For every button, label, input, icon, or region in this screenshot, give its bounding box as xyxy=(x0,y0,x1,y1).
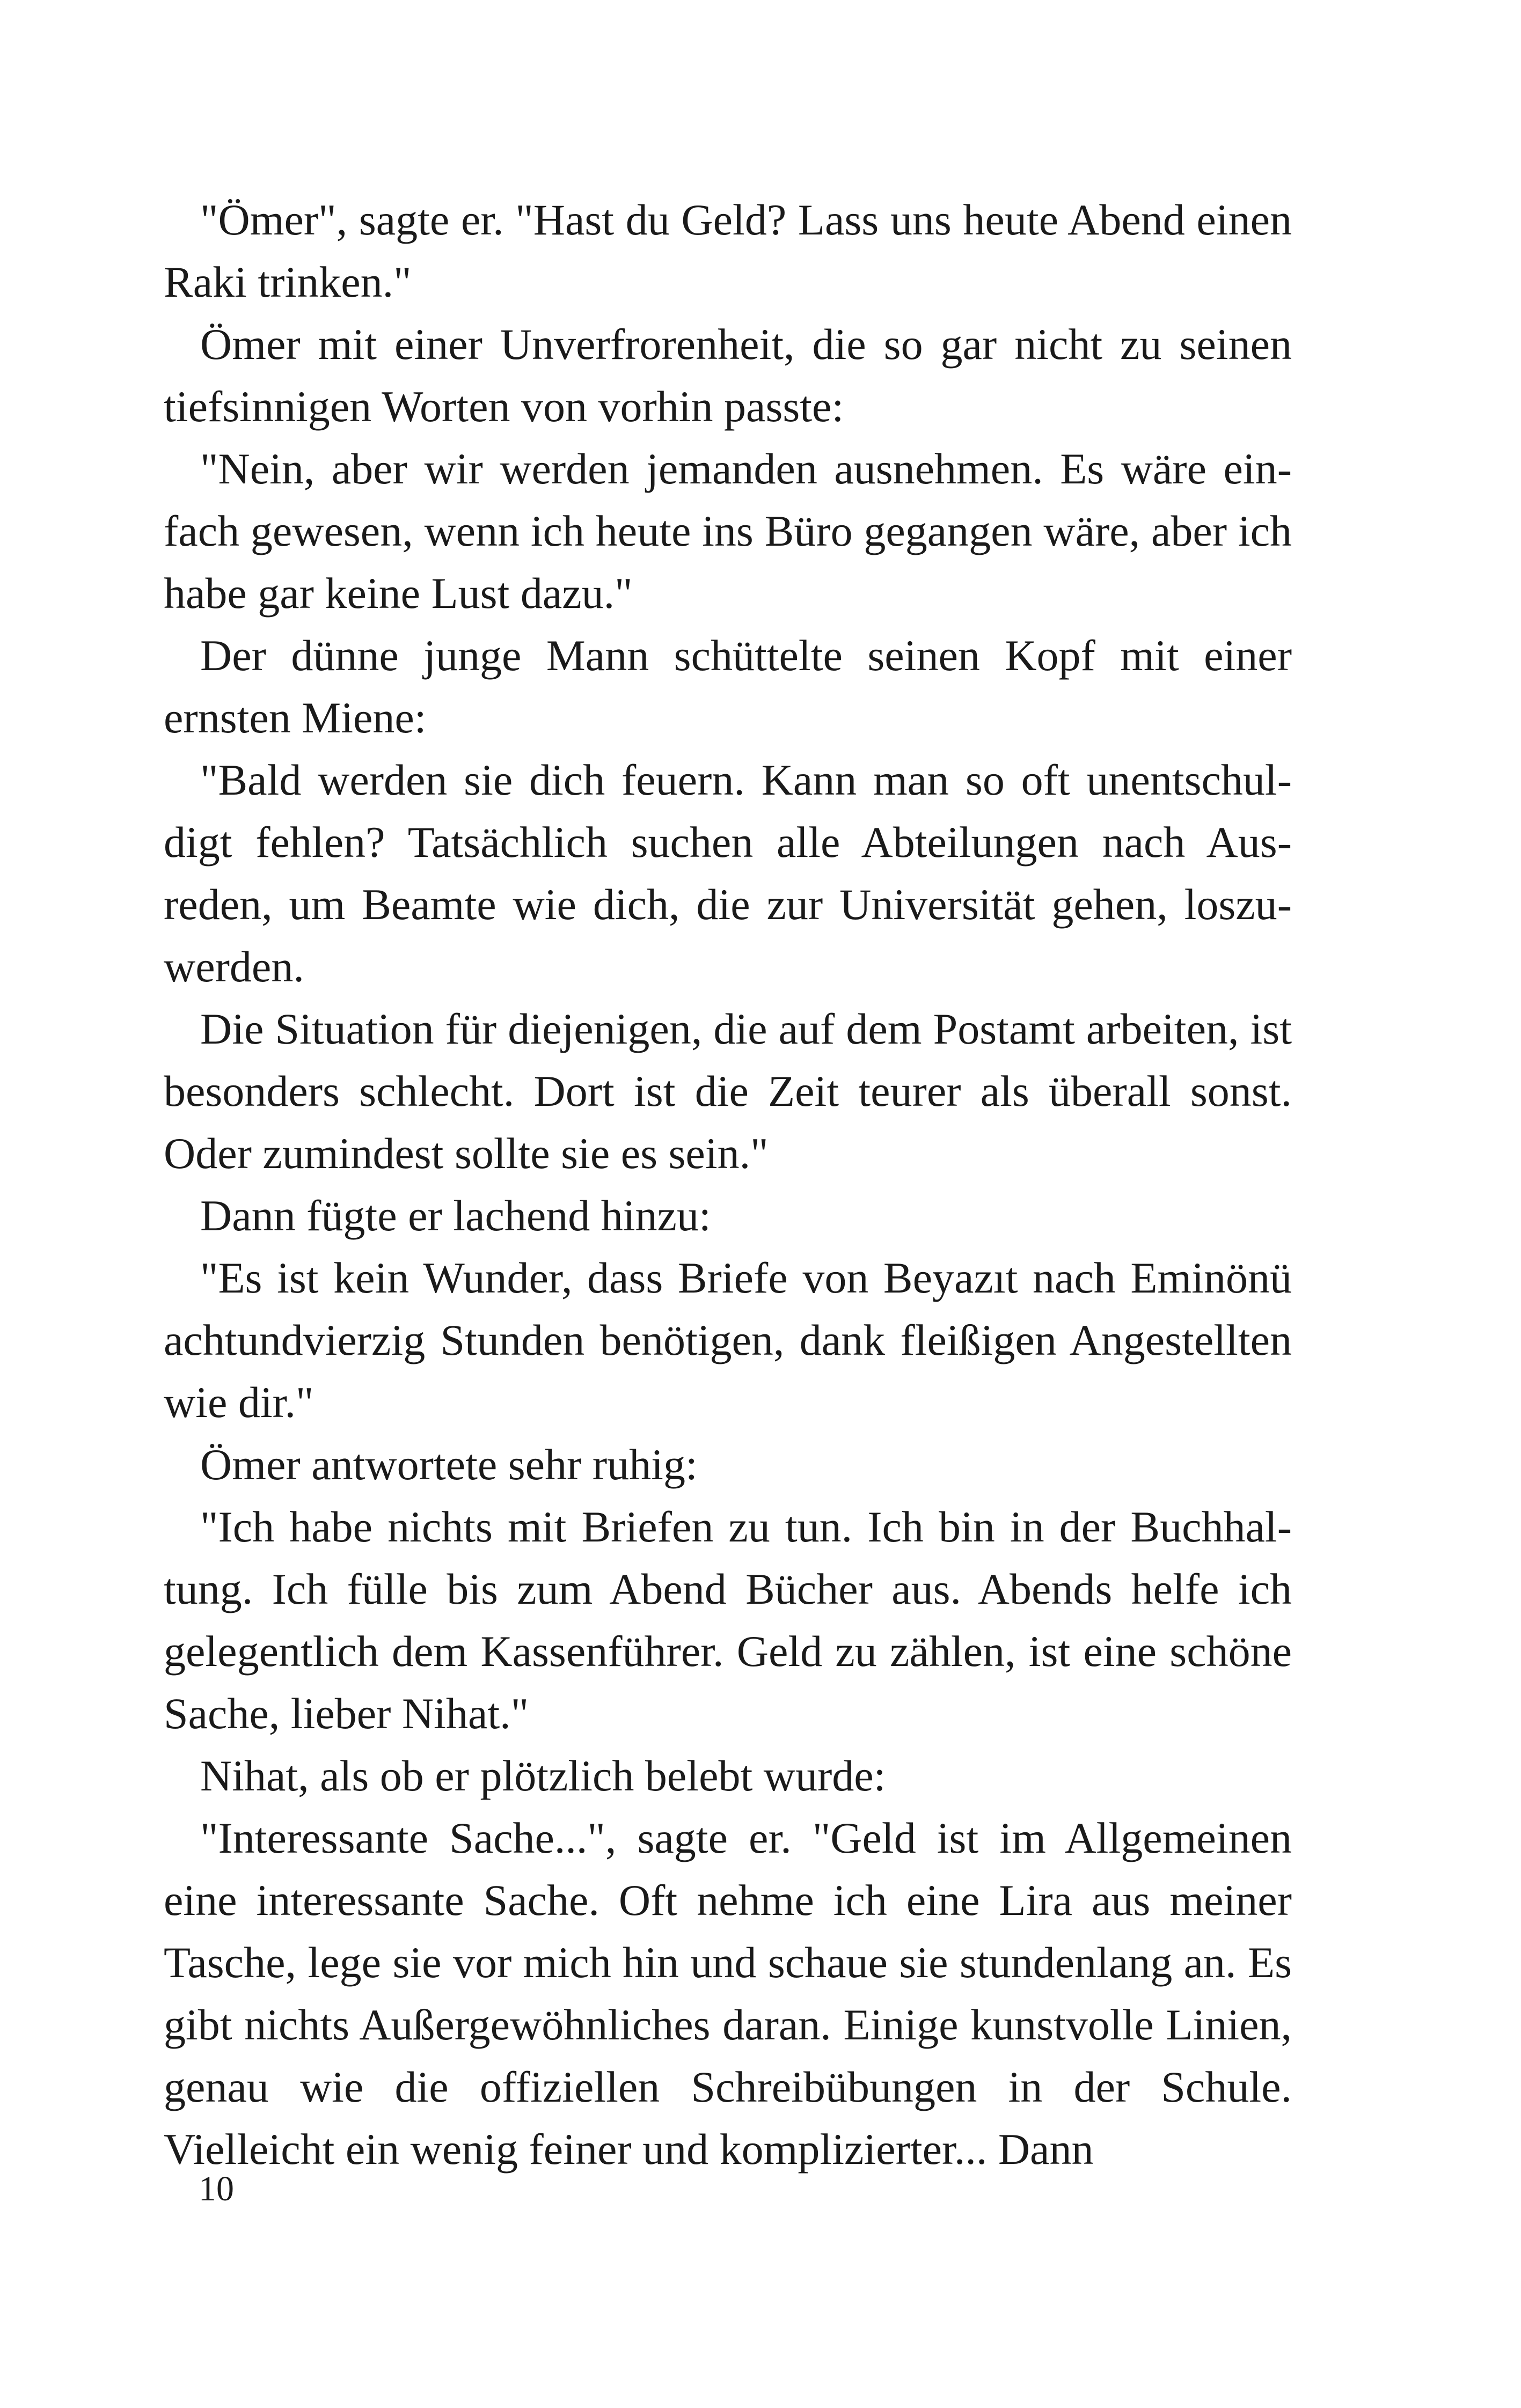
body-text xyxy=(164,189,1292,2181)
paragraph-10: "Ich habe nichts mit Briefen zu tun. Ich bin in der Buchhaltung. Ich fülle bis zum Abend Bücher aus. Abends helfe ich gelegentlich dem Kassenführer. Geld zu zählen, ist eine schöne Sache, lieber Nihat." xyxy=(164,1502,1292,1738)
paragraph-7: Dann fügte er lachend hinzu: xyxy=(200,1191,711,1240)
page-number: 10 xyxy=(199,2169,234,2208)
paragraph-9: Ömer antwortete sehr ruhig: xyxy=(200,1440,698,1489)
paragraph-8: "Es ist kein Wunder, dass Briefe von Beyazıt nach Eminönü achtundvierzig Stunden benötigen, dank fleißigen Angestellten wie dir." xyxy=(164,1253,1292,1427)
paragraph-2: Ömer mit einer Unverfrorenheit, die so gar nicht zu seinen tiefsinnigen Worten von vorhin passte: xyxy=(164,320,1292,431)
paragraph-11: Nihat, als ob er plötzlich belebt wurde: xyxy=(200,1751,886,1800)
paragraph-1: "Ömer", sagte er. "Hast du Geld? Lass uns heute Abend einen Raki trinken." xyxy=(164,195,1292,306)
paragraph-12: "Interessante Sache...", sagte er. "Geld ist im Allgemeinen eine interessante Sache. Oft nehme ich eine Lira aus meiner Tasche, lege sie vor mich hin und schaue sie stundenlang an. Es gibt nichts Außergewöhnliches daran. Einige kunstvolle Linien, genau wie die offiziellen Schreibübungen in der Schule. Vielleicht ein wenig feiner und komplizierter... Dann xyxy=(164,1814,1292,2174)
paragraph-4: Der dünne junge Mann schüttelte seinen Kopf mit einer ernsten Miene: xyxy=(164,631,1292,742)
paragraph-3: "Nein, aber wir werden jemanden ausnehmen. Es wäre einfach gewesen, wenn ich heute ins Büro gegangen wäre, aber ich habe gar keine Lust dazu." xyxy=(164,444,1292,618)
paragraph-6: Die Situation für diejenigen, die auf dem Postamt arbeiten, ist besonders schlecht. Dort ist die Zeit teurer als überall sonst. Oder zumindest sollte sie es sein." xyxy=(164,1004,1292,1178)
paragraph-5: "Bald werden sie dich feuern. Kann man so oft unentschuldigt fehlen? Tatsächlich suchen alle Abteilungen nach Ausreden, um Beamte wie dich, die zur Universität gehen, loszuwerden. xyxy=(164,755,1292,991)
